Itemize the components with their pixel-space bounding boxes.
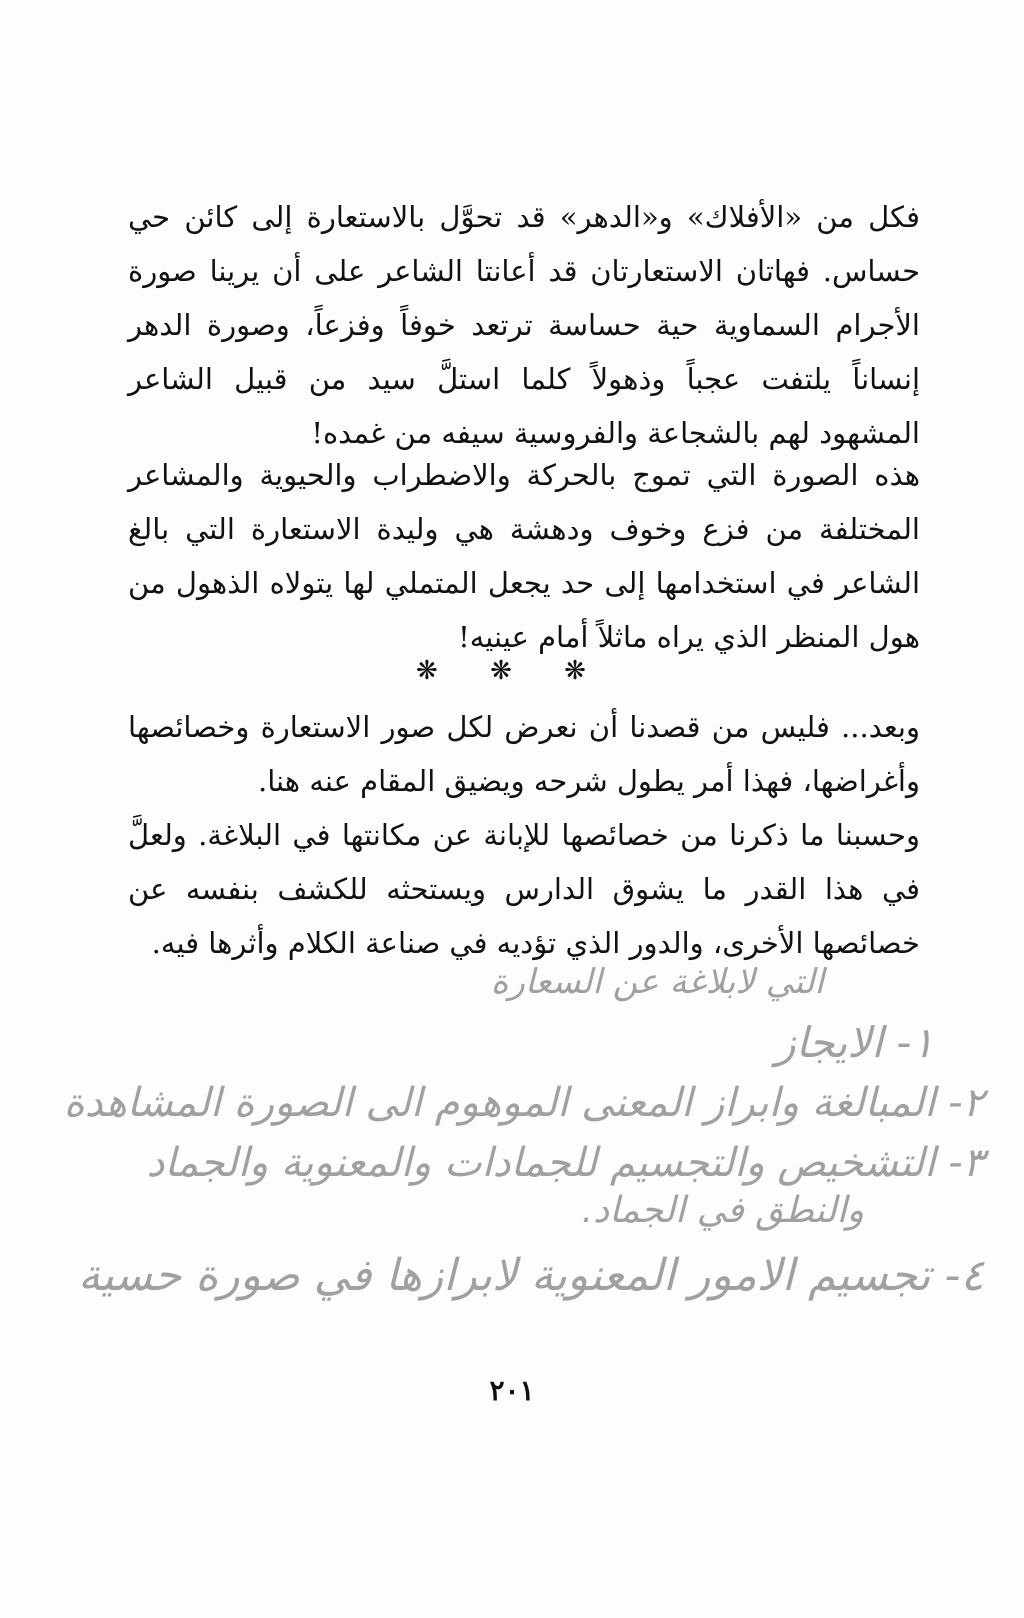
paragraph-metaphor-personification: فكل من «الأفلاك» و«الدهر» قد تحوَّل بالاستعارة إلى كائن حي حساس. فهاتان الاستعارتان قد أعانتا الشاعر على أن يرينا صورة الأجرام السماوية حية حساسة ترتعد خوفاً وفزعاً، وصورة الدهر إنساناً يلتفت عجباً وذهولاً كلما استلَّ سيد من قبيل الشاعر المشهود لهم بالشجاعة والفروسية سيفه من غمده! <box>128 200 920 450</box>
handwritten-notes <box>0 950 1024 1350</box>
handwritten-note-item: ٢- المبالغة وابراز المعنى الموهوم الى الصورة المشاهدة <box>63 1080 984 1126</box>
paragraph-conclusion: وحسبنا ما ذكرنا من خصائصها للإبانة عن مكانتها في البلاغة. ولعلَّ في هذا القدر ما يشوق الدارس ويستحثه للكشف بنفسه عن خصائصها الأخرى، والدور الذي تؤديه في صناعة الكلام وأثرها فيه. <box>128 818 920 960</box>
paragraph-afterword: وبعد... فليس من قصدنا أن نعرض لكل صور الاستعارة وخصائصها وأغراضها، فهذا أمر يطول شرحه ويضيق المقام عنه هنا. <box>128 710 920 798</box>
handwritten-note-item: والنطق في الجماد. <box>581 1190 864 1231</box>
paragraph-image-movement: هذه الصورة التي تموج بالحركة والاضطراب والحيوية والمشاعر المختلفة من فزع وخوف ودهشة هي وليدة الاستعارة التي بالغ الشاعر في استخدامها إلى حد يجعل المتملي لها يتولاه الذهول من هول المنظر الذي يراه ماثلاً أمام عينيه! <box>128 458 920 654</box>
handwritten-note-item: ٣- التشخيص والتجسيم للجمادات والمعنوية والجماد <box>146 1140 984 1186</box>
section-separator: ❋ ❋ ❋ <box>416 656 608 686</box>
handwritten-note-heading: التي لابلاغة عن السعارة <box>490 962 824 1002</box>
handwritten-note-item: ٤- تجسيم الامور المعنوية لابرازها في صورة حسية <box>77 1250 984 1301</box>
page-number: ٢٠١ <box>489 1374 535 1407</box>
handwritten-note-item: ١- الايجاز <box>775 1018 934 1067</box>
